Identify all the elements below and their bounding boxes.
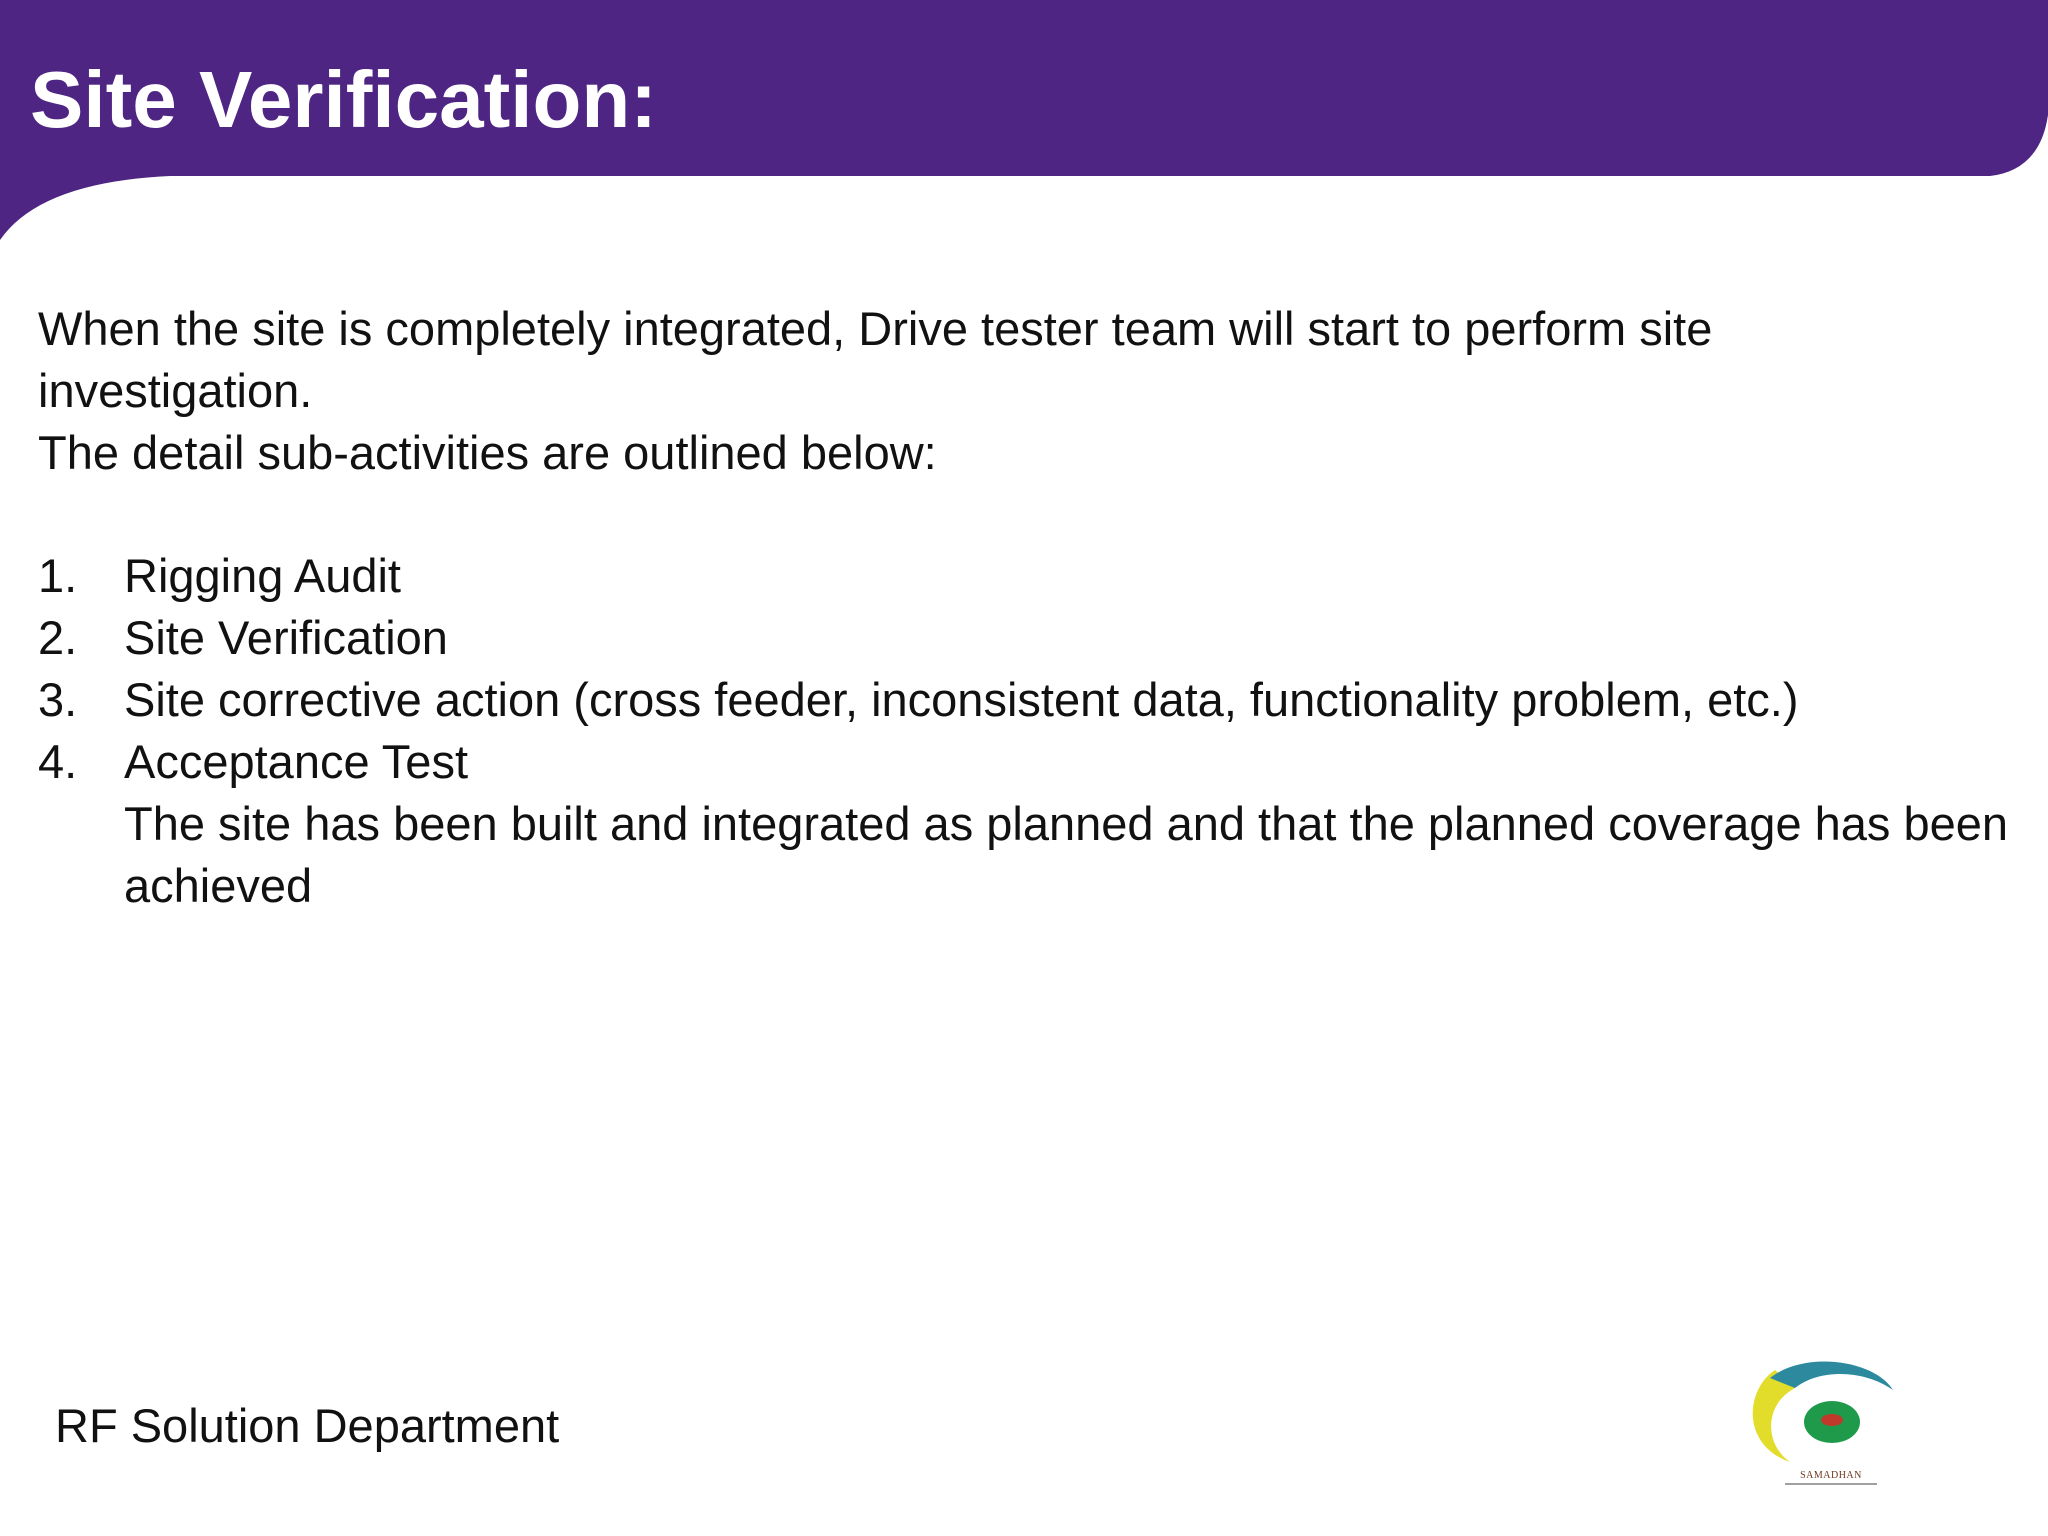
list-item-body	[124, 731, 2038, 917]
company-logo	[1735, 1350, 1897, 1490]
list-item-note: The site has been built and integrated as planned and that the planned coverage has been achieved	[124, 797, 2009, 912]
list-item	[38, 731, 2038, 917]
list-number: 3.	[38, 673, 78, 726]
list-item	[38, 545, 2038, 607]
list-item	[38, 669, 2038, 731]
intro-subheading: The detail sub-activities are outlined below:	[38, 426, 937, 479]
slide-title: Site Verification:	[30, 55, 657, 144]
list-item-text: Rigging Audit	[124, 549, 401, 602]
footer-department: RF Solution Department	[55, 1399, 560, 1452]
list-number: 4.	[38, 735, 78, 788]
list-item-text: Site corrective action (cross feeder, inconsistent data, functionality problem, etc.)	[124, 673, 1799, 726]
sub-activity-list	[38, 545, 2038, 917]
logo-emblem-icon	[1735, 1350, 1897, 1490]
intro-paragraph: When the site is completely integrated, Drive tester team will start to perform site investigation.	[38, 302, 1713, 417]
logo-wordmark: SAMADHAN	[1800, 1470, 1862, 1481]
list-item	[38, 607, 2038, 669]
list-item-text: Site Verification	[124, 611, 448, 664]
list-number: 1.	[38, 549, 78, 602]
list-number: 2.	[38, 611, 78, 664]
list-item-text: Acceptance Test	[124, 735, 469, 788]
intro-text	[38, 298, 1998, 484]
